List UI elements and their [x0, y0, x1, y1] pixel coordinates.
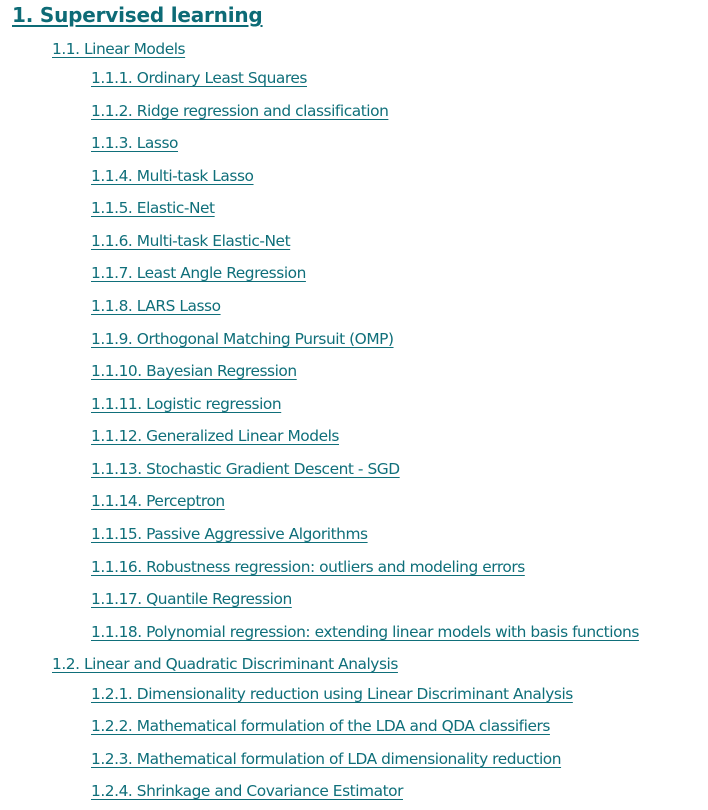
toc-item [91, 264, 306, 282]
toc-item [91, 492, 225, 510]
item-link[interactable]: 1.1.4. Multi-task Lasso [91, 167, 254, 185]
section-link[interactable]: 1.2. Linear and Quadratic Discriminant Analysis [52, 655, 398, 673]
item-link[interactable]: 1.1.16. Robustness regression: outliers and modeling errors [91, 558, 525, 576]
item-link[interactable]: 1.1.3. Lasso [91, 134, 179, 152]
toc-item [91, 460, 400, 478]
item-link[interactable]: 1.1.2. Ridge regression and classification [91, 102, 389, 120]
item-link[interactable]: 1.1.12. Generalized Linear Models [91, 427, 339, 445]
item-link[interactable]: 1.1.13. Stochastic Gradient Descent - SGD [91, 460, 400, 478]
toc-item [91, 69, 307, 87]
toc-section-1-1 [52, 40, 185, 58]
toc-item [91, 623, 639, 641]
toc-item [91, 427, 339, 445]
item-link[interactable]: 1.1.9. Orthogonal Matching Pursuit (OMP) [91, 330, 394, 348]
toc-item [91, 362, 297, 380]
item-link[interactable]: 1.1.7. Least Angle Regression [91, 264, 306, 282]
item-link[interactable]: 1.2.2. Mathematical formulation of the LDA and QDA classifiers [91, 717, 550, 735]
item-link[interactable]: 1.1.6. Multi-task Elastic-Net [91, 232, 291, 250]
toc-item [91, 525, 368, 543]
toc-item [91, 558, 525, 576]
item-link[interactable]: 1.1.10. Bayesian Regression [91, 362, 297, 380]
toc-item [91, 167, 254, 185]
item-link[interactable]: 1.2.3. Mathematical formulation of LDA dimensionality reduction [91, 750, 562, 768]
item-link[interactable]: 1.1.5. Elastic-Net [91, 199, 215, 217]
toc-item [91, 395, 281, 413]
toc-item [91, 590, 292, 608]
toc-item [91, 297, 221, 315]
item-link[interactable]: 1.1.15. Passive Aggressive Algorithms [91, 525, 368, 543]
toc-item [91, 232, 290, 250]
item-link[interactable]: 1.1.11. Logistic regression [91, 395, 282, 413]
section-link[interactable]: 1.1. Linear Models [52, 40, 186, 58]
toc-item [91, 717, 550, 735]
item-link[interactable]: 1.2.4. Shrinkage and Covariance Estimator [91, 782, 403, 800]
item-link[interactable]: 1.1.1. Ordinary Least Squares [91, 69, 307, 87]
item-link[interactable]: 1.1.8. LARS Lasso [91, 297, 221, 315]
toc-item [91, 685, 573, 703]
item-link[interactable]: 1.1.17. Quantile Regression [91, 590, 292, 608]
toc-item [91, 330, 394, 348]
toc-item [91, 750, 561, 768]
title-link[interactable]: 1. Supervised learning [12, 3, 263, 27]
item-link[interactable]: 1.2.1. Dimensionality reduction using Linear Discriminant Analysis [91, 685, 573, 703]
toc-section-1-2 [52, 655, 398, 673]
page-title [12, 3, 263, 27]
toc-item [91, 134, 178, 152]
item-link[interactable]: 1.1.14. Perceptron [91, 492, 225, 510]
item-link[interactable]: 1.1.18. Polynomial regression: extending linear models with basis functions [91, 623, 639, 641]
toc-item [91, 102, 388, 120]
toc-item [91, 199, 215, 217]
toc-item [91, 782, 403, 800]
